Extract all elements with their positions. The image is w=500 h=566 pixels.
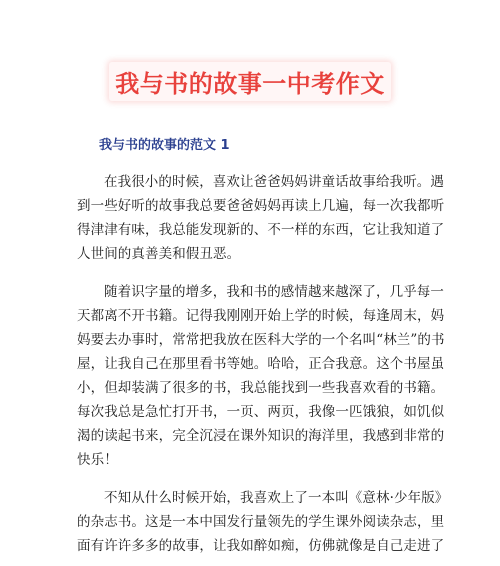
section-heading: 我与书的故事的范文 1 bbox=[99, 138, 230, 153]
paragraph bbox=[77, 170, 445, 266]
title-area bbox=[0, 62, 500, 101]
text-line: 在我很小的时候，喜欢让爸爸妈妈讲童话故事给我听。遇 bbox=[104, 174, 444, 190]
text-line: 不知从什么时候开始，我喜欢上了一本叫《意林·少年版》 bbox=[104, 490, 449, 506]
text-line: 每次我总是急忙打开书，一页、两页，我像一匹饿狼，如饥似 bbox=[77, 404, 445, 420]
paragraph bbox=[77, 280, 445, 472]
text-line: 到一些好听的故事我总要爸爸妈妈再读上几遍，每一次我都听 bbox=[77, 198, 445, 214]
text-line: 快乐！ bbox=[77, 452, 118, 468]
text-line: 随着识字量的增多，我和书的感情越来越深了，几乎每一 bbox=[104, 284, 444, 300]
text-line: 小，但却装满了很多的书，我总能找到一些我喜欢看的书籍。 bbox=[77, 380, 445, 396]
text-line: 面有许许多多的故事，让我如醉如痴，仿佛就像是自己走进了 bbox=[77, 538, 445, 554]
text-line: 天都离不开书籍。记得我刚刚开始上学的时候，每逢周末，妈 bbox=[77, 308, 445, 324]
text-line: 屋，让我自己在那里看书等她。哈哈，正合我意。这个书屋虽 bbox=[77, 356, 445, 372]
text-line: 渴的读起书来，完全沉浸在课外知识的海洋里，我感到非常的 bbox=[77, 428, 445, 444]
text-line: 妈要去办事时，常常把我放在医科大学的一个名叫“林兰”的书 bbox=[77, 332, 445, 348]
text-line: 人世间的真善美和假丑恶。 bbox=[77, 246, 241, 262]
essay-body bbox=[77, 170, 449, 566]
text-line: 的杂志书。这是一本中国发行量领先的学生课外阅读杂志，里 bbox=[77, 514, 445, 530]
document-title: 我与书的故事一中考作文 bbox=[109, 62, 391, 101]
text-line: 得津津有味，我总能发现新的、不一样的东西，它让我知道了 bbox=[77, 222, 445, 238]
paragraph bbox=[77, 486, 449, 558]
